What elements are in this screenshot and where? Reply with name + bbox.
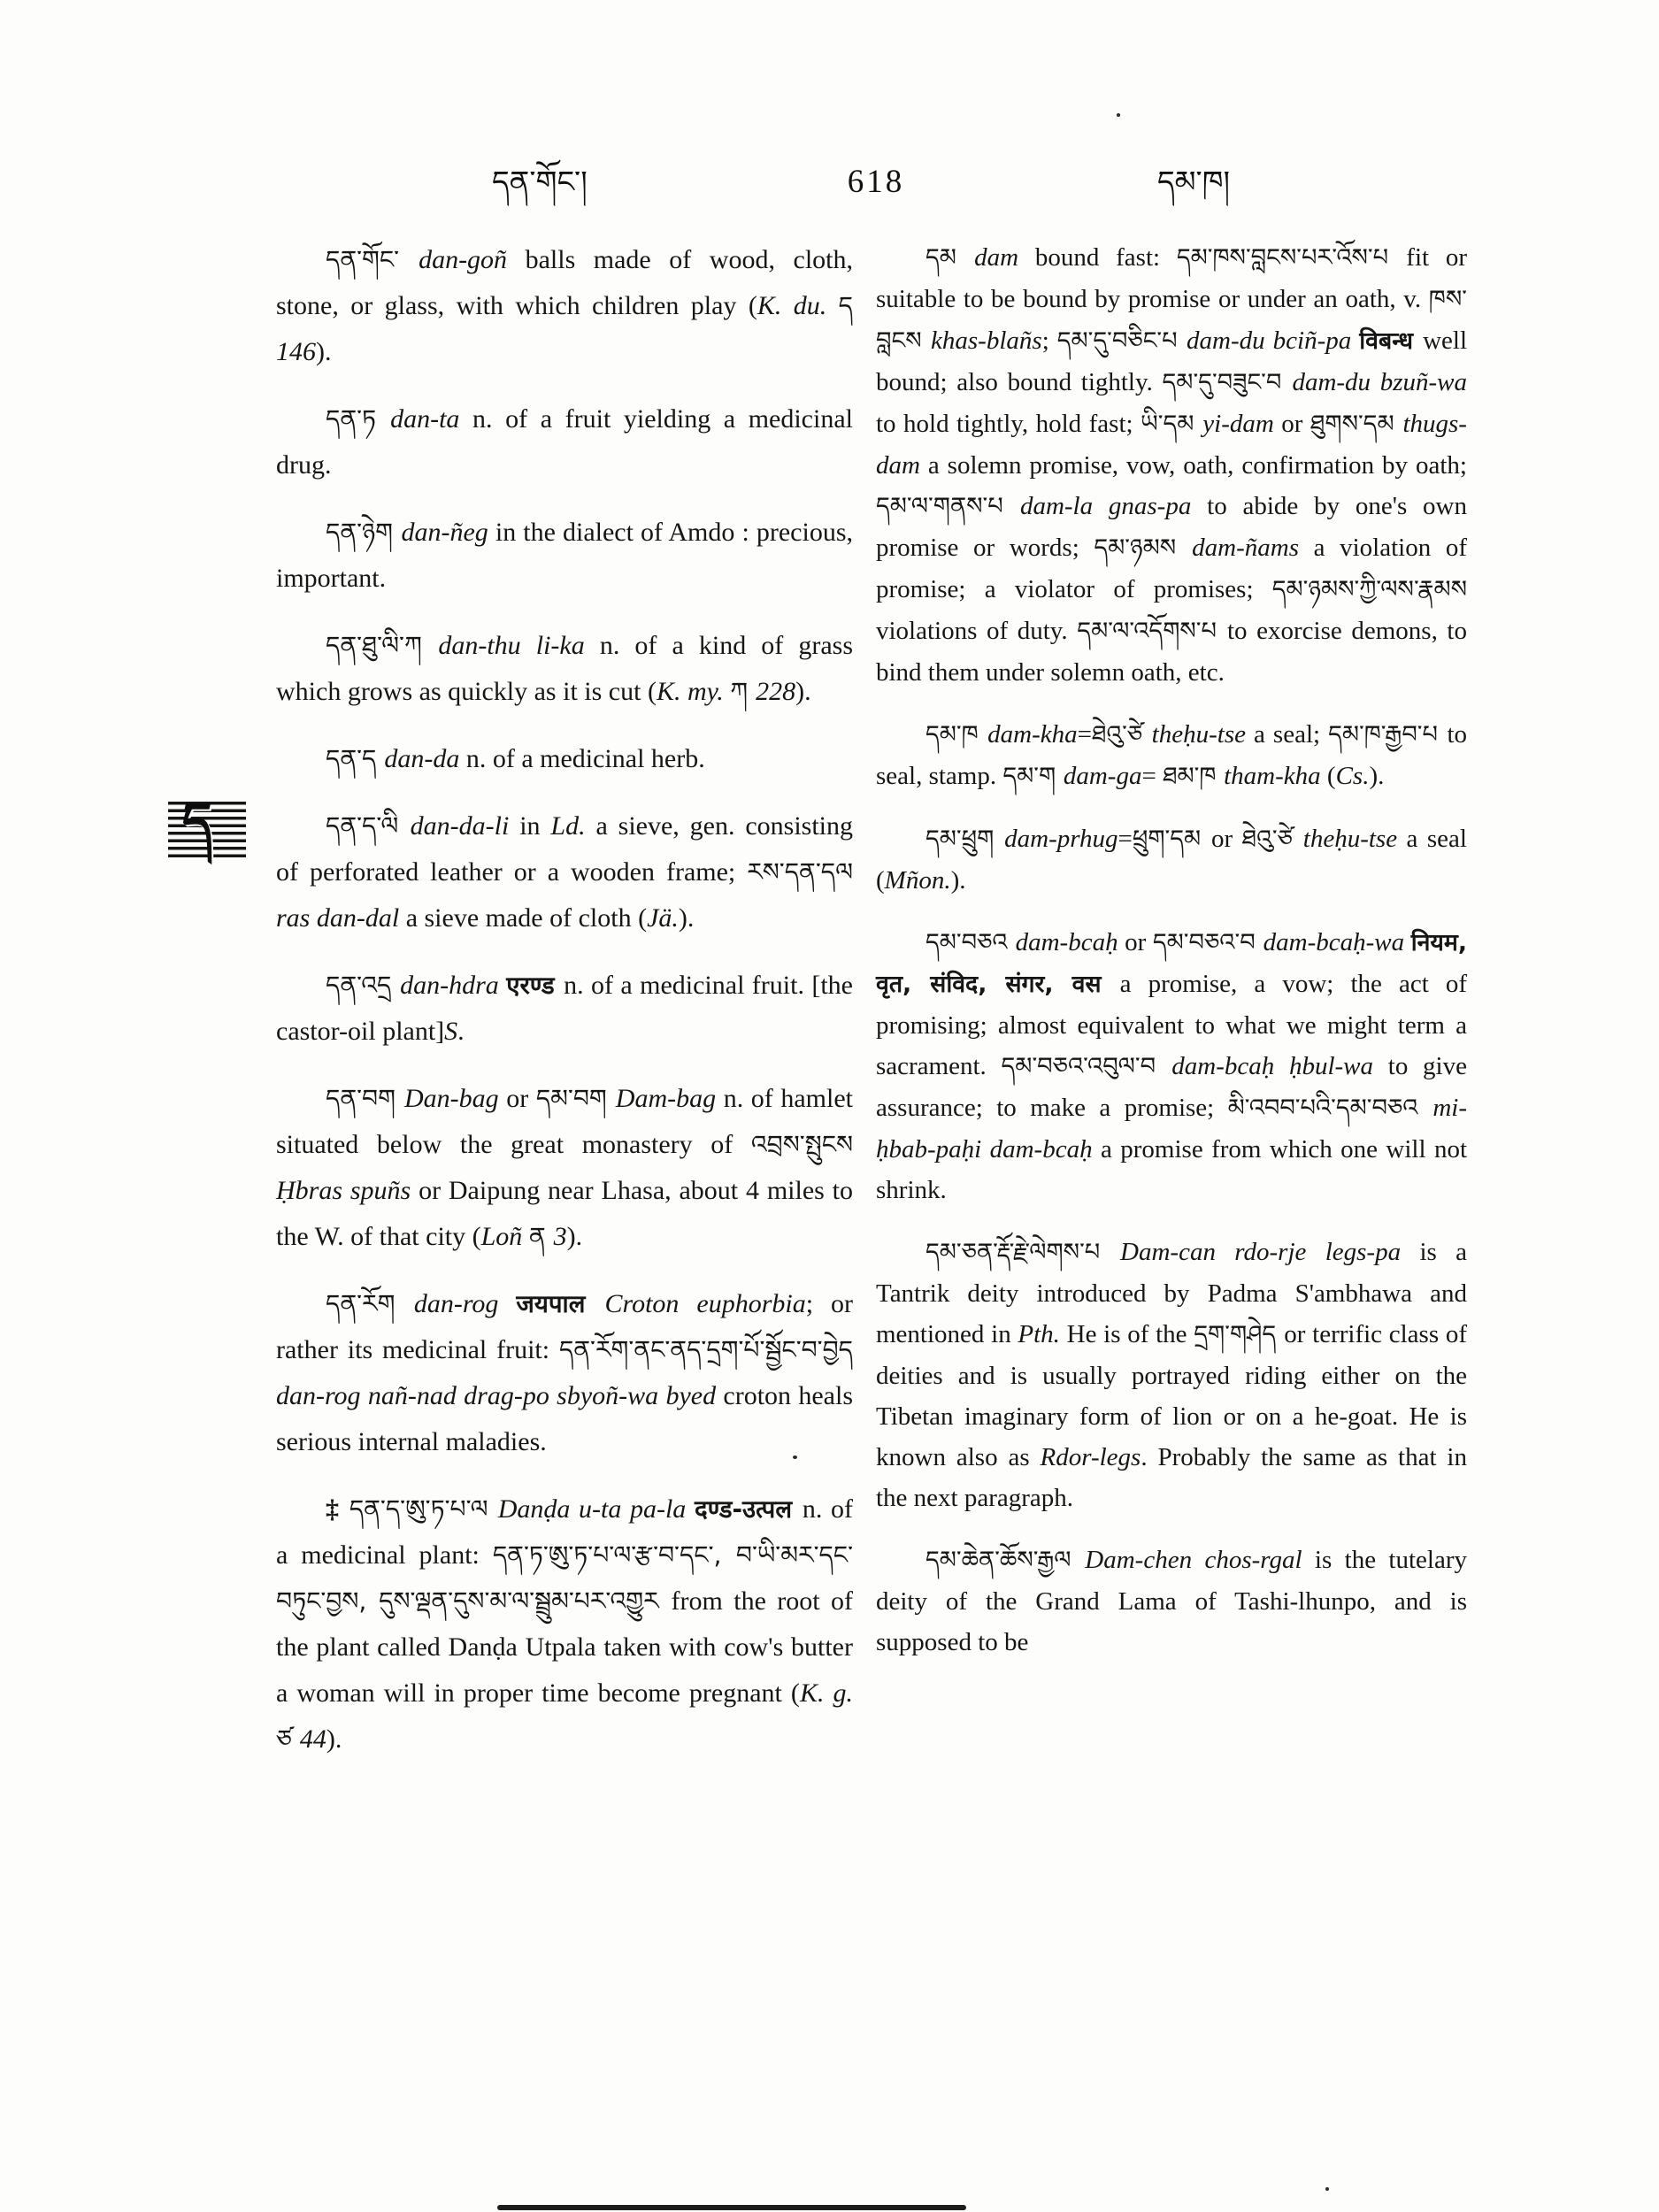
tibetan-text: རས་དན་དལ	[747, 857, 853, 887]
entry-dan-da-li	[276, 803, 853, 941]
tibetan-text: དམ	[926, 244, 975, 272]
transliteration-text: dan-ñeg	[401, 518, 495, 547]
definition-text: or	[1125, 928, 1153, 956]
devanagari-text: एरण्ड	[506, 971, 565, 1000]
definition-text: (	[1326, 762, 1336, 790]
definition-text: or	[1211, 825, 1242, 853]
transliteration-text: dam-ñams	[1192, 534, 1314, 562]
entry-danda-u-ta-pa-la	[276, 1486, 853, 1763]
definition-text: He is of the	[1059, 1320, 1194, 1348]
definition-text: ).	[678, 903, 695, 933]
transliteration-text: Ld.	[550, 811, 586, 841]
transliteration-text: Dam-can rdo-rje legs-pa	[1120, 1238, 1420, 1266]
tibetan-text: དམ་བཅའ	[926, 929, 1016, 956]
tibetan-text: དན་བག	[326, 1084, 404, 1113]
transliteration-text: Rdor-legs	[1040, 1443, 1141, 1471]
entry-dan-thu-li-ka	[276, 623, 853, 715]
transliteration-text: Mñon.	[884, 866, 951, 895]
transliteration-text: Dan-bag	[404, 1084, 507, 1113]
transliteration-text: K. my.	[656, 677, 731, 706]
transliteration-text: dam-du bzuñ-wa	[1292, 368, 1468, 396]
transliteration-text: dam-prhug	[1004, 825, 1118, 853]
devanagari-text: विबन्ध	[1359, 327, 1424, 355]
tibetan-text: དམ་ག	[1002, 763, 1064, 790]
tibetan-text: དམ་ཉམས	[1094, 534, 1193, 562]
definition-text: to abide by one's own promise or words;	[876, 492, 1468, 562]
tibetan-text: དམ་བཅའ་བ	[1152, 929, 1263, 956]
tibetan-text: དན་ཏ	[326, 404, 391, 434]
page-header	[0, 157, 1659, 211]
definition-text: n. of a kind of grass which grows as quickly as it is cut (	[276, 631, 853, 706]
tibetan-text: ཐེའུ་ཙེ	[1241, 826, 1303, 853]
definition-text: croton heals serious internal maladies.	[276, 1381, 854, 1456]
tibetan-text: དན་ད་ལི	[326, 811, 411, 841]
tibetan-text: དམ་དུ་བཟུང་བ	[1162, 369, 1293, 396]
tibetan-text: དམ་ཁ	[926, 721, 988, 749]
entry-marker: ‡	[326, 1494, 349, 1524]
definition-text: or Daipung near Lhasa, about 4 miles to the W. of that city (	[276, 1176, 853, 1251]
definition-text: or	[1281, 410, 1310, 438]
transliteration-text: dam-du bciñ-pa	[1187, 326, 1360, 355]
tibetan-text: དན་ཉེག	[326, 518, 402, 547]
tibetan-text: དྲག་གཤེད	[1194, 1321, 1285, 1348]
right-column	[876, 237, 1467, 1684]
definition-text: a solemn promise, vow, oath, confirmation by oath;	[927, 451, 1467, 480]
tibetan-text: དན་རོག	[326, 1289, 414, 1318]
tibetan-text: ན	[528, 1222, 554, 1251]
definition-text: is a Tantrik deity introduced by Padma S'ambhawa and mentioned in	[876, 1238, 1467, 1348]
definition-text: ).	[316, 337, 332, 366]
transliteration-text: dam-la gnas-pa	[1019, 492, 1208, 520]
transliteration-text: thugs-dam	[876, 410, 1467, 480]
tibetan-text: ཡི་དམ	[1141, 411, 1203, 438]
transliteration-text: Pth.	[1018, 1320, 1060, 1348]
definition-text: violations of duty.	[876, 617, 1078, 645]
definition-text: ).	[950, 866, 966, 895]
transliteration-text: yi-dam	[1202, 410, 1282, 438]
definition-text: n. of a fruit yielding a medicinal drug.	[276, 404, 853, 480]
transliteration-text: Danḍa u-ta pa-la	[497, 1494, 695, 1524]
transliteration-text: dam-kha	[987, 720, 1078, 749]
entry-dam-kha	[876, 714, 1467, 797]
transliteration-text: dan-goñ	[419, 245, 526, 274]
transliteration-text: Ḥbras spuñs	[276, 1176, 419, 1205]
page-number: 618	[847, 164, 905, 200]
definition-text: a promise from which one will not shrink.	[876, 1135, 1468, 1204]
tibetan-text: ད	[838, 291, 853, 320]
transliteration-text: Cs.	[1335, 762, 1370, 790]
transliteration-text: Jä.	[647, 903, 679, 933]
definition-text: from the root of the plant called Danḍa Utpala taken with cow's butter a woman will in proper time become pregnant (	[276, 1586, 854, 1708]
entry-dan-da	[276, 736, 853, 782]
entry-dan-hdra	[276, 963, 853, 1055]
transliteration-text: theḥu-tse	[1151, 720, 1255, 749]
devanagari-text: जयपाल	[516, 1289, 605, 1318]
entry-dan-ta	[276, 396, 853, 488]
entry-dam-bcah	[876, 922, 1467, 1210]
definition-text: n. of a medicinal herb.	[465, 744, 705, 773]
tibetan-text: ཁས་བླངས	[876, 286, 1467, 355]
tibetan-text: དན་རོག་ནང་ནད་དྲག་པོ་སྦྱོང་བ་བྱེད	[558, 1335, 853, 1364]
tibetan-text: ཐེའུ་ཙེ	[1092, 721, 1152, 749]
entry-dam	[876, 237, 1467, 693]
transliteration-text: mi-ḥbab-paḥi dam-bcaḥ	[876, 1094, 1467, 1164]
definition-text: to hold tightly, hold fast;	[876, 410, 1141, 438]
definition-text: or terrific class of deities and is usually portrayed riding either on the Tibetan imaginary form of lion or on a he-goat. He is known also as	[876, 1320, 1467, 1471]
definition-text: to seal, stamp.	[876, 720, 1468, 790]
definition-text: ).	[795, 677, 811, 706]
transliteration-text: dam-bcaḥ ḥbul-wa	[1171, 1052, 1388, 1080]
definition-text: ;	[1041, 326, 1057, 355]
transliteration-text: K. g.	[799, 1678, 854, 1708]
transliteration-text: 3	[553, 1222, 567, 1251]
definition-text: ).	[1369, 762, 1385, 790]
definition-text: to give assurance; to make a promise;	[876, 1052, 1467, 1122]
tibetan-text: དན་ཏ་ཨུ་ཏ་པ་ལ་རྩ་བ་དང་, བ་ཡི་མར་དང་བཏུང་བྱས, དུས་ལྡན་དུས་མ་ལ་སྦྲུམ་པར་འགྱུར	[276, 1540, 853, 1616]
transliteration-text: dam-bcaḥ	[1015, 928, 1125, 956]
entry-dan-neg	[276, 510, 853, 602]
transliteration-text: Dam-bag	[615, 1084, 724, 1113]
transliteration-text: dan-hdra	[400, 971, 507, 1000]
tibetan-text: དམ་ཕྲུག	[926, 826, 1005, 853]
definition-text: or	[506, 1084, 536, 1113]
transliteration-text: theḥu-tse	[1302, 825, 1407, 853]
transliteration-text: dan-da	[384, 744, 466, 773]
tibetan-text: དམ་ཅན་རྡོ་རྗེ་ལེགས་པ	[926, 1239, 1121, 1266]
tibetan-text: ཐུགས་དམ	[1310, 411, 1403, 438]
definition-text: is the tutelary deity of the Grand Lama of Tashi-lhunpo, and is supposed to be	[876, 1546, 1468, 1656]
definition-text: a seal;	[1254, 720, 1329, 749]
transliteration-text: ras dan-dal	[276, 903, 406, 933]
tibetan-text: ཀ	[730, 677, 757, 706]
definition-text: well bound; also bound tightly.	[876, 326, 1468, 396]
transliteration-text: 44	[299, 1724, 326, 1754]
transliteration-text: Croton euphorbia	[604, 1289, 806, 1318]
tibetan-text: ཕྲུག་དམ	[1132, 826, 1212, 853]
definition-text: bound fast:	[1034, 243, 1177, 272]
tibetan-text: ཙ	[276, 1724, 300, 1754]
transliteration-text: dan-rog	[413, 1289, 517, 1318]
transliteration-text: S	[444, 1017, 458, 1046]
transliteration-text: dam-bcaḥ-wa	[1263, 928, 1411, 956]
definition-text: =	[1118, 825, 1133, 853]
definition-text: to exorcise demons, to bind them under solemn oath, etc.	[876, 617, 1467, 687]
transliteration-text: dam-ga	[1063, 762, 1142, 790]
transliteration-text: 146	[276, 337, 316, 366]
tibetan-text: དམ་ཉམས་ཀྱི་ལས་རྣམས	[1271, 576, 1467, 603]
margin-letter: ད	[182, 791, 212, 851]
devanagari-text: नियम, वृत, संविद, संगर, वस	[876, 929, 1467, 998]
definition-text: .	[457, 1017, 465, 1046]
tibetan-text: ཐམ་ཁ	[1163, 763, 1225, 790]
entry-dam-can-rdo-rje-legs-pa	[876, 1232, 1467, 1518]
scan-smudge	[497, 2205, 966, 2210]
tibetan-text: དན་ད	[326, 744, 385, 773]
tibetan-text: མི་འབབ་པའི་དམ་བཅའ	[1227, 1094, 1433, 1122]
definition-text: n. of a medicinal fruit. [the castor-oil plant]	[276, 971, 853, 1046]
scan-speck	[1117, 113, 1120, 117]
definition-text: n. of hamlet situated below the great monastery of	[276, 1084, 853, 1159]
scan-speck	[793, 1455, 797, 1459]
entry-dan-rog	[276, 1281, 853, 1465]
definition-text: =	[1077, 720, 1092, 749]
entry-dam-chen-chos-rgal	[876, 1540, 1467, 1663]
tibetan-text: དམ་ཁས་བླངས་པར་འོས་པ	[1176, 244, 1407, 272]
definition-text: a sieve made of cloth (	[405, 903, 648, 933]
scan-speck	[1325, 2187, 1329, 2191]
entry-dan-bag	[276, 1076, 853, 1260]
margin-letter-marker	[168, 791, 246, 858]
transliteration-text: dan-ta	[390, 404, 473, 434]
header-left-tibetan-word: དན་གོང་།	[492, 165, 588, 200]
tibetan-text: དན་འདྲ	[326, 971, 401, 1000]
transliteration-text: tham-kha	[1224, 762, 1327, 790]
header-right-tibetan-word: དམ་ཁ།	[1157, 165, 1231, 200]
tibetan-text: དམ་ལ་འདོགས་པ	[1077, 618, 1227, 645]
tibetan-text: དན་གོང་	[326, 245, 419, 274]
tibetan-text: དམ་དུ་བཅིང་པ	[1056, 327, 1187, 355]
definition-text: a violation of promise; a violator of promises;	[876, 534, 1467, 603]
definition-text: a sieve, gen. consisting of perforated leather or a wooden frame;	[276, 811, 853, 887]
definition-text: ).	[326, 1724, 342, 1754]
tibetan-text: དམ་ཆེན་ཆོས་རྒྱལ	[926, 1547, 1086, 1574]
tibetan-text: དམ་བཅའ་འབུལ་བ	[1001, 1053, 1172, 1080]
definition-text: in	[519, 811, 551, 841]
tibetan-text: དམ་ཁ་རྒྱབ་པ	[1328, 721, 1448, 749]
transliteration-text: Dam-chen chos-rgal	[1085, 1546, 1315, 1574]
transliteration-text: dan-da-li	[410, 811, 520, 841]
definition-text: balls made of wood, cloth, stone, or glass, with which children play (	[276, 245, 853, 320]
tibetan-text: དམ་བག	[535, 1084, 616, 1113]
definition-text: n. of a medicinal plant:	[276, 1494, 853, 1570]
definition-text: a seal (	[876, 825, 1467, 895]
entry-dam-prhug	[876, 818, 1467, 901]
definition-text: =	[1141, 762, 1164, 790]
devanagari-text: दण्ड-उत्पल	[694, 1494, 803, 1524]
definition-text: ; or rather its medicinal fruit:	[276, 1289, 853, 1364]
transliteration-text: Loñ	[480, 1222, 529, 1251]
tibetan-text: དན་ཐུ་ལི་ཀ	[326, 631, 439, 660]
tibetan-text: དམ་ལ་གནས་པ	[876, 493, 1020, 520]
entry-dan-gon	[276, 237, 853, 375]
definition-text: in the dialect of Amdo : precious, important.	[276, 518, 853, 593]
definition-text: fit or suitable to be bound by promise or under an oath, v.	[876, 243, 1467, 313]
transliteration-text: dan-thu li-ka	[438, 631, 600, 660]
transliteration-text: dan-rog nañ-nad drag-po sbyoñ-wa byed	[276, 1381, 724, 1410]
transliteration-text: 228	[756, 677, 796, 706]
transliteration-text: dam	[974, 243, 1035, 272]
definition-text: a promise, a vow; the act of promising; almost equivalent to what we might term a sacrament.	[876, 970, 1467, 1080]
tibetan-text: འབྲས་སྤུངས	[750, 1130, 853, 1159]
left-column	[276, 237, 853, 1784]
definition-text: ).	[566, 1222, 583, 1251]
tibetan-text: དན་ད་ཨུ་ཏ་པ་ལ	[349, 1494, 498, 1524]
definition-text: . Probably the same as that in the next paragraph.	[876, 1443, 1467, 1512]
transliteration-text: K. du.	[757, 291, 839, 320]
transliteration-text: khas-blañs	[931, 326, 1042, 355]
